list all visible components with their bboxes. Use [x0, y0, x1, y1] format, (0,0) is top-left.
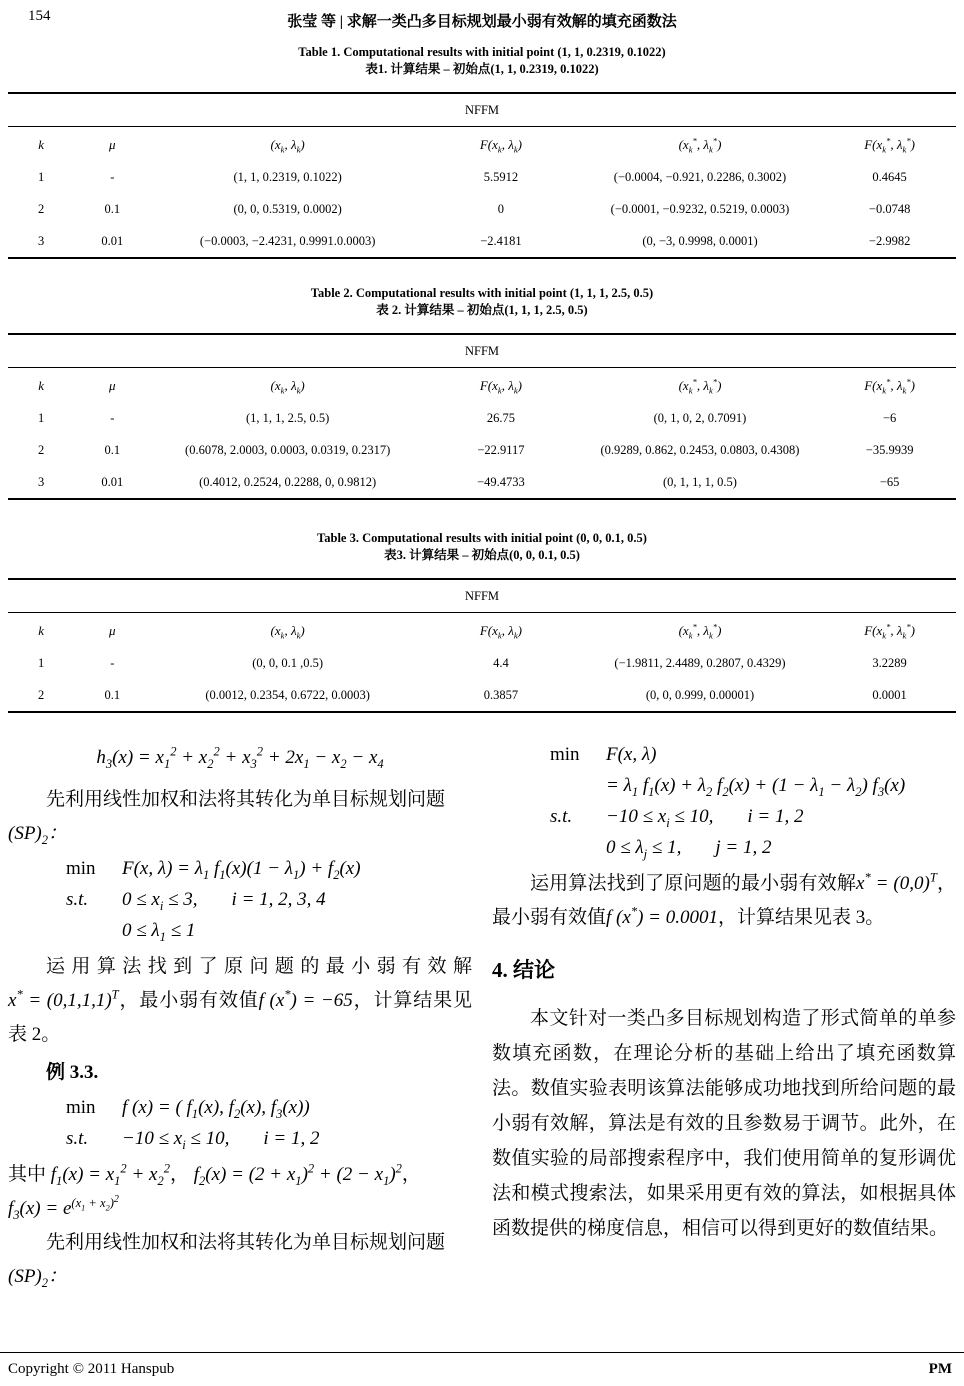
- constraint-index: i = 1, 2, 3, 4: [231, 889, 326, 910]
- paragraph-conclusion: 本文针对一类凸多目标规划构造了形式简单的单参数填充函数，在理论分析的基础上给出了填充函数算法。数值实验表明该算法能够成功地找到所给问题的最小弱有效解，算法是有效的且参数易于调节。此外，在数值实验的局部搜索程序中，我们使用简单的复形调优法和模式搜索法，如果采用更有效的算法，如根据具体函数提供的梯度信息，相信可以得到更好的数值结果。: [492, 1008, 956, 1239]
- table-row: [8, 402, 956, 434]
- table-1: [8, 92, 956, 259]
- page-footer: [0, 1352, 964, 1386]
- inline-formula: f (x*) = −65: [258, 987, 353, 1011]
- min-keyword: min: [550, 744, 580, 765]
- col-header-xk-star: ($x_k^*$, $\lambda_k^*$): [678, 376, 722, 396]
- eq-line: [550, 770, 956, 801]
- table-2-title: [8, 285, 956, 319]
- table-cell: (0, 0, 0.1 ,0.5): [252, 656, 324, 670]
- table-cell: −0.0748: [868, 202, 911, 216]
- st-line: [66, 1123, 472, 1154]
- paragraph-solution: [492, 867, 956, 935]
- table-cell: (0.6078, 2.0003, 0.0003, 0.0319, 0.2317): [185, 443, 391, 457]
- table-1-header-row: [8, 127, 956, 162]
- table-cell: 0.4645: [872, 170, 907, 184]
- right-column: [492, 737, 956, 1294]
- table-cell: (1, 1, 0.2319, 0.1022): [233, 170, 342, 184]
- text-run: 运用算法找到了原问题的最小弱有效解: [46, 956, 472, 977]
- st-keyword: s.t.: [550, 806, 573, 827]
- col-header-Fxk: $F(x_k$, $\lambda_k$): [479, 378, 522, 396]
- paragraph-transform-2: 先利用线性加权和法将其转化为单目标规划问题: [46, 1232, 446, 1253]
- st-keyword: s.t.: [66, 889, 89, 910]
- table-cell: 0: [497, 202, 505, 216]
- table-cell: -: [110, 656, 115, 670]
- table-2-title-cn: 表 2. 计算结果 – 初始点(1, 1, 1, 2.5, 0.5): [376, 303, 588, 317]
- col-header-Fxk-star: $F(x_k^*$, $\lambda_k^*$): [864, 376, 915, 396]
- st-keyword: s.t.: [66, 1128, 89, 1149]
- objective-formula: F(x, $\lambda) = \lambda_1$ $f_1(x)(1 - \lambda_1) + f_2(x)$: [122, 858, 361, 882]
- table-cell: 0.01: [101, 234, 124, 248]
- table-2-section: [8, 285, 956, 500]
- min-keyword: min: [66, 1097, 96, 1118]
- running-title: 张莹 等 | 求解一类凸多目标规划最小弱有效解的填充函数法: [287, 14, 677, 30]
- sp2-label-2: $(SP)_2$：: [8, 1266, 68, 1290]
- table-cell: (−0.0004, −0.921, 0.2286, 0.3002): [613, 170, 787, 184]
- table-cell: 1: [38, 411, 45, 425]
- table-cell: 0.01: [101, 475, 124, 489]
- sp2-label: $(SP)_2$：: [8, 823, 68, 847]
- table-cell: 2: [38, 688, 45, 702]
- text-run: ，计算结果见表 3。: [717, 907, 885, 928]
- st-line-2: [66, 915, 472, 946]
- min-keyword: min: [66, 858, 96, 879]
- table-cell: −35.9939: [865, 443, 914, 457]
- table-cell: 0.3857: [483, 688, 519, 702]
- table-3-group-header: NFFM: [8, 579, 956, 613]
- table-1-title-en: Table 1. Computational results with initial point (1, 1, 0.2319, 0.1022): [298, 45, 666, 59]
- table-2-title-en: Table 2. Computational results with initial point (1, 1, 1, 2.5, 0.5): [310, 286, 654, 300]
- table-cell: −6: [882, 411, 897, 425]
- min-line: [66, 853, 472, 884]
- text-run: ，计算结果见表 2。: [8, 990, 472, 1045]
- st-line: [550, 801, 956, 832]
- text-run: 运用算法找到了原问题的最小弱有效解: [530, 873, 857, 894]
- table-cell: 2: [38, 202, 45, 216]
- table-1-title: [8, 44, 956, 78]
- constraint-formula: $0 \le \lambda_j \le 1$,: [606, 837, 682, 861]
- text-run: ，最小弱有效值: [118, 990, 259, 1011]
- text-run: ，: [401, 1164, 421, 1185]
- objective-formula: F(x, λ): [606, 744, 657, 765]
- table-cell: (−1.9811, 2.4489, 0.2807, 0.4329): [614, 656, 786, 670]
- inline-formula: $x^* = (0,1,1,1)^T$: [8, 987, 119, 1011]
- table-row: [8, 193, 956, 225]
- table-cell: 26.75: [486, 411, 515, 425]
- col-header-Fxk: $F(x_k$, $\lambda_k$): [479, 623, 522, 641]
- col-header-k: k: [38, 378, 45, 393]
- footer-copyright: Copyright © 2011 Hanspub: [8, 1361, 175, 1377]
- constraint-index: i = 1, 2: [263, 1128, 320, 1149]
- col-header-k: k: [38, 623, 45, 638]
- table-cell: 3.2289: [872, 656, 907, 670]
- col-header-xk: ($x_k$, $\lambda_k$): [270, 623, 305, 641]
- objective-expansion: = $\lambda_1$ $f_1(x) + \lambda_2$ $f_2(x) + (1 - \lambda_1 - \lambda_2)$ $f_3(x)$: [606, 775, 906, 799]
- table-row: [8, 434, 956, 466]
- inline-formula: $f_3(x) = e^{(x_1 + x_2)^2}$: [8, 1193, 119, 1222]
- table-2-group-row: [8, 334, 956, 368]
- constraint-formula: $0 \le \lambda_1 \le 1$: [122, 920, 196, 944]
- table-cell: -: [110, 170, 115, 184]
- col-header-xk-star: ($x_k^*$, $\lambda_k^*$): [678, 621, 722, 641]
- table-cell: 4.4: [493, 656, 509, 670]
- col-header-Fxk-star: $F(x_k^*$, $\lambda_k^*$): [864, 621, 915, 641]
- table-row: [8, 647, 956, 679]
- inline-formula: $f_2(x) = (2 + x_1)^2 + (2 - x_1)^2$: [193, 1161, 402, 1188]
- table-3-section: [8, 530, 956, 713]
- table-cell: 3: [38, 234, 45, 248]
- paragraph-transform: 先利用线性加权和法将其转化为单目标规划问题: [46, 789, 446, 810]
- table-cell: 3: [38, 475, 45, 489]
- table-cell: (0, 0, 0.999, 0.00001): [645, 688, 755, 702]
- example-heading: 例 3.3.: [46, 1062, 99, 1083]
- table-cell: (0, 1, 1, 1, 0.5): [663, 475, 737, 489]
- footer-journal-code: PM: [928, 1361, 952, 1377]
- table-cell: (0, −3, 0.9998, 0.0001): [642, 234, 758, 248]
- program-sp2-right: [550, 739, 956, 863]
- table-cell: 1: [38, 656, 45, 670]
- table-cell: (0, 1, 0, 2, 0.7091): [653, 411, 747, 425]
- table-3-group-row: [8, 579, 956, 613]
- table-1-group-header: NFFM: [8, 93, 956, 127]
- text-run: ，最小弱有效值: [492, 873, 956, 928]
- table-3-header-row: [8, 613, 956, 648]
- table-cell: -: [110, 411, 115, 425]
- col-header-xk: ($x_k$, $\lambda_k$): [270, 378, 305, 396]
- table-cell: 0.1: [104, 202, 121, 216]
- objective-formula: f (x) = ( $f_1(x)$, $f_2(x)$, $f_3(x)$): [122, 1097, 310, 1121]
- table-cell: −2.4181: [480, 234, 522, 248]
- table-cell: (0.9289, 0.862, 0.2453, 0.0803, 0.4308): [600, 443, 800, 457]
- program-sp2: [66, 853, 472, 946]
- col-header-mu: μ: [109, 137, 116, 152]
- table-2-header-row: [8, 368, 956, 403]
- inline-formula: $f_1(x) = x_1^2 + x_2^2$: [50, 1161, 170, 1188]
- page-header: [0, 0, 964, 30]
- table-cell: 5.5912: [483, 170, 519, 184]
- col-header-xk-star: ($x_k^*$, $\lambda_k^*$): [678, 135, 722, 155]
- table-2: [8, 333, 956, 500]
- table-cell: 0.0001: [872, 688, 907, 702]
- table-cell: (−0.0001, −0.9232, 0.5219, 0.0003): [610, 202, 790, 216]
- table-cell: 0.1: [104, 443, 121, 457]
- inline-formula: $x^* = (0,0)^T$: [856, 870, 937, 894]
- formula-h3: $h_3(x) = x_1^2 + x_2^2 + x_3^2 + 2x_1 - x_2 - x_4$: [96, 744, 384, 771]
- min-line: [550, 739, 956, 770]
- left-column: [8, 737, 472, 1294]
- paragraph-solution: [8, 950, 472, 1052]
- table-cell: 0.1: [104, 688, 121, 702]
- text-run: ，: [169, 1164, 194, 1185]
- table-row: [8, 161, 956, 193]
- constraint-index: i = 1, 2: [747, 806, 804, 827]
- paragraph-where: [8, 1158, 472, 1226]
- table-3-title: [8, 530, 956, 564]
- table-row: [8, 225, 956, 258]
- col-header-Fxk-star: $F(x_k^*$, $\lambda_k^*$): [864, 135, 915, 155]
- table-row: [8, 466, 956, 499]
- section-heading-conclusion: 4. 结论: [492, 958, 555, 982]
- table-cell: 2: [38, 443, 45, 457]
- table-cell: 1: [38, 170, 45, 184]
- constraint-formula: $0 \le x_i \le 3$,: [122, 889, 198, 913]
- table-1-section: [8, 44, 956, 259]
- st-line: [66, 884, 472, 915]
- constraint-formula: $-10 \le x_i \le 10$,: [122, 1128, 230, 1152]
- table-3-title-en: Table 3. Computational results with initial point (0, 0, 0.1, 0.5): [317, 531, 647, 545]
- table-cell: (0.4012, 0.2524, 0.2288, 0, 0.9812): [199, 475, 377, 489]
- table-cell: −49.4733: [477, 475, 525, 489]
- inline-formula: f (x*) = 0.0001: [606, 904, 718, 928]
- constraint-index: j = 1, 2: [715, 837, 772, 858]
- table-cell: −65: [879, 475, 900, 489]
- table-row: [8, 679, 956, 712]
- col-header-mu: μ: [109, 623, 116, 638]
- col-header-mu: μ: [109, 378, 116, 393]
- table-cell: (0, 0, 0.5319, 0.0002): [233, 202, 342, 216]
- body-columns: [8, 737, 956, 1294]
- program-example: [66, 1092, 472, 1154]
- table-3: [8, 578, 956, 713]
- text-run: 其中: [8, 1164, 51, 1185]
- table-3-title-cn: 表3. 计算结果 – 初始点(0, 0, 0.1, 0.5): [384, 548, 580, 562]
- constraint-formula: $-10 \le x_i \le 10$,: [606, 806, 714, 830]
- col-header-Fxk: $F(x_k$, $\lambda_k$): [479, 137, 522, 155]
- table-cell: −2.9982: [868, 234, 911, 248]
- table-2-group-header: NFFM: [8, 334, 956, 368]
- table-cell: −22.9117: [477, 443, 525, 457]
- col-header-xk: ($x_k$, $\lambda_k$): [270, 137, 305, 155]
- table-cell: (0.0012, 0.2354, 0.6722, 0.0003): [205, 688, 370, 702]
- page-number: 154: [28, 8, 51, 24]
- table-1-title-cn: 表1. 计算结果 – 初始点(1, 1, 0.2319, 0.1022): [365, 62, 599, 76]
- table-cell: (−0.0003, −2.4231, 0.9991.0.0003): [199, 234, 376, 248]
- col-header-k: k: [38, 137, 45, 152]
- table-1-group-row: [8, 93, 956, 127]
- st-line-2: [550, 832, 956, 863]
- min-line: [66, 1092, 472, 1123]
- table-cell: (1, 1, 1, 2.5, 0.5): [245, 411, 330, 425]
